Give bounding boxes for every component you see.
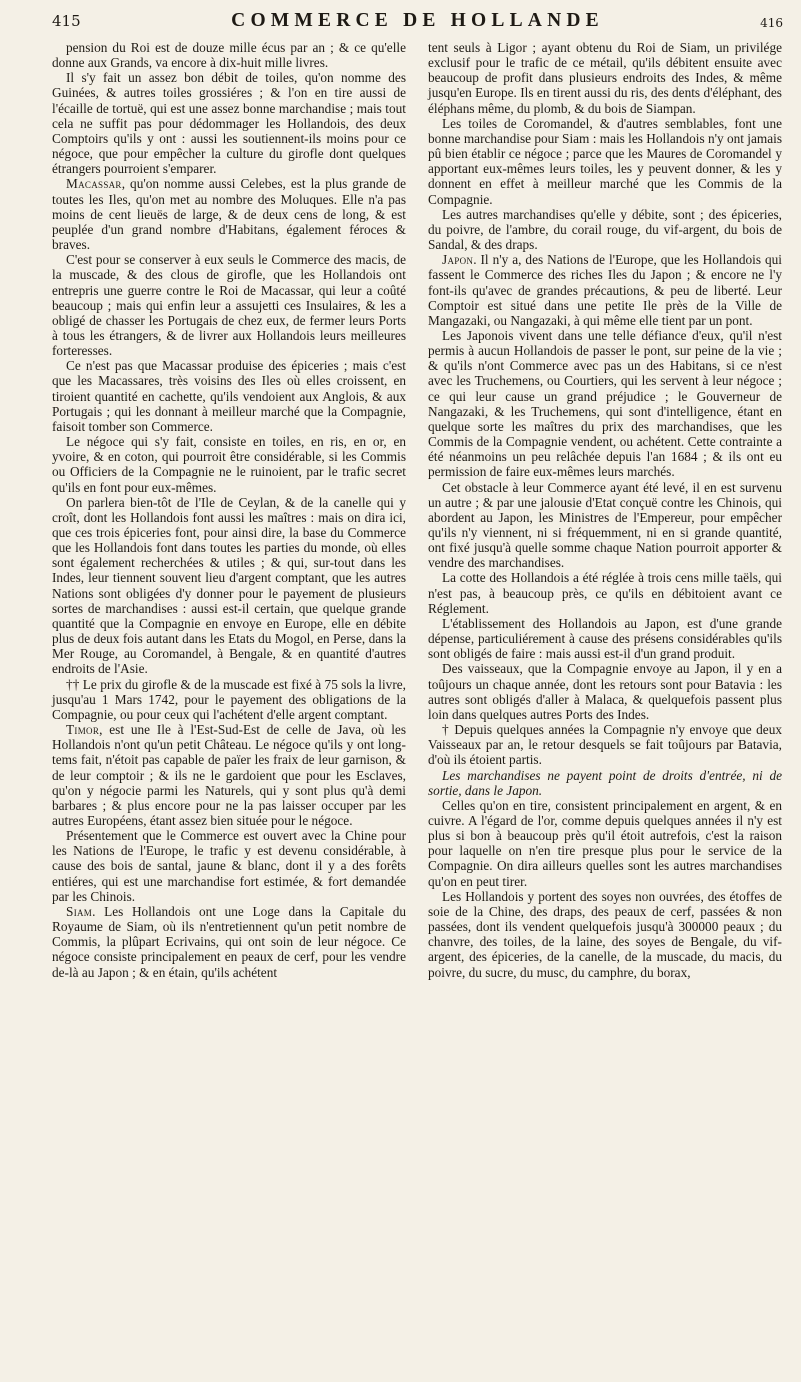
paragraph — [428, 40, 782, 116]
paragraph — [428, 328, 782, 480]
paragraph-text: La cotte des Hollandois a été réglée à trois cens mille taëls, qui n'est pas, à beaucoup près, ce qu'ils en débitoient avant ce Réglement. — [428, 570, 782, 616]
paragraph — [428, 768, 782, 798]
paragraph-text: . Il n'y a, des Nations de l'Europe, que les Hollandois qui fassent le Commerce des riches Iles du Japon ; & encore ne l'y font-ils qu'avec de grandes précautions, & peu de liberté. Leur Comptoir est situé dans une petite Ile près de la Ville de Mangazaki, ou Nangazaki, à qui même elle tient par un pont. — [428, 252, 782, 328]
paragraph-lead: Timor — [66, 722, 100, 738]
paragraph-text: Les marchandises ne payent point de droits d'entrée, ni de sortie, dans le Japon. — [428, 767, 782, 798]
running-header — [52, 10, 783, 36]
paragraph-text: Ce n'est pas que Macassar produise des épiceries ; mais c'est que les Macassares, très voisins des Iles où elles croissent, en tiroient quantité en cachette, qu'ils vendoient aux Anglois, & aux Portugais ; qui les donnant à meilleur marché que la Compagnie, faisoit tomber son Commerce. — [52, 358, 406, 434]
page-number-left: 415 — [52, 12, 81, 30]
paragraph-text: , qu'on nomme aussi Celebes, est la plus grande de toutes les Iles, qu'on met au nombre des Moluques. Elle n'a pas moins de cent lieuës de large, & de deux cens de long, & est peuplée d'un grand nombre d'Habitans, également féroces & braves. — [52, 176, 406, 253]
paragraph — [52, 434, 406, 495]
paragraph — [52, 677, 406, 722]
paragraph-text: , est une Ile à l'Est-Sud-Est de celle de Java, où les Hollandois n'ont qu'un petit Château. Le négoce qu'ils y ont long-tems fait, n'étoit pas capable de païer les fraix de leur garnison, & de leur comptoir ; & ils ne le gardoient que pour les Esclaves, qu'on y négocie parmi les Naturels, qui y sont plus qu'à demi barbares ; & plus encore pour ne la pas laisser occuper par les autres Européens, étant assez bien située pour le négoce. — [52, 722, 406, 828]
paragraph-text: Présentement que le Commerce est ouvert avec la Chine pour les Nations de l'Europe, le trafic y est devenu considérable, à cause des bois de santal, jaune & blanc, dont il y a des forêts entiéres, qui est une marchandise fort estimée, & fort demandée par les Chinois. — [52, 828, 406, 904]
paragraph — [428, 889, 782, 980]
paragraph — [428, 480, 782, 571]
paragraph-text: Celles qu'on en tire, consistent principalement en argent, & en cuivre. A l'égard de l'or, comme depuis quelques années il n'y est plus si bon à beaucoup près qu'il étoit autrefois, c'est la raison pour laquelle on n'en tire presque plus pour le service de la Compagnie. On dira ailleurs quelles sont les autres marchandises qu'on en peut tirer. — [428, 797, 782, 889]
paragraph-text: †† Le prix du girofle & de la muscade est fixé à 75 sols la livre, jusqu'au 1 Mars 1742, pour le payement des obligations de la Compagnie, ou pour ceux qui l'achétent d'elle argent comptant. — [52, 676, 406, 722]
paragraph-lead: Siam — [66, 903, 93, 919]
paragraph-text: tent seuls à Ligor ; ayant obtenu du Roi de Siam, un privilége exclusif pour le trafic de ce métail, qu'ils débitent ensuite avec beaucoup de profit dans plusieurs endroits des Indes, & même jusqu'en Europe. Ils en tirent aussi du ris, des dents d'éléphant, des éléphans même, du plomb, & du bois de Siampan. — [428, 40, 782, 116]
paragraph-text: Les Hollandois y portent des soyes non ouvrées, des étoffes de soie de la Chine, des draps, des peaux de cerf, passées & non passées, dont ils vendent quelquefois jusqu'à 300000 peaux ; du chanvre, des toiles, de la laine, des soyes de Bengale, du vif-argent, des épiceries, de la canelle, de la muscade, du macis, du poivre, du sucre, du musc, du camphre, du borax, — [428, 888, 782, 980]
paragraph-text: † Depuis quelques années la Compagnie n'y envoye que deux Vaisseaux par an, le retour desquels se fait toûjours par Batavia, d'où ils étoient partis. — [428, 722, 782, 768]
paragraph — [52, 252, 406, 358]
paragraph — [52, 70, 406, 176]
paragraph-text: Il s'y fait un assez bon débit de toiles, qu'on nomme des Guinées, & autres toiles grossiéres ; & l'on en tire aussi de l'écaille de tortuë, qui est une assez bonne marchandise ; mais tout cela ne suffit pas pour dédommager les Hollandois, des deux Comptoirs qu'ils y ont : aussi les soutiennent-ils moins pour ce négoce, que pour empêcher la culture du girofle dont quelques étrangers pourroient s'emparer. — [52, 70, 406, 177]
paragraph-text: Des vaisseaux, que la Compagnie envoye au Japon, il y en a toûjours un chaque année, dont les retours sont pour Batavia : les autres sont obligés d'aller à Malaca, & quelquefois passent plus loin dans quelques autres Ports des Indes. — [428, 661, 782, 722]
paragraph — [428, 661, 782, 722]
paragraph — [52, 358, 406, 434]
paragraph-lead: Japon — [442, 252, 474, 268]
paragraph — [52, 40, 406, 70]
paragraph — [52, 828, 406, 904]
text-columns — [52, 40, 783, 980]
running-title: COMMERCE DE HOLLANDE — [231, 10, 604, 31]
paragraph — [428, 252, 782, 328]
paragraph-lead: Macassar — [66, 176, 122, 192]
left-column — [52, 40, 406, 980]
paragraph-text: Le négoce qui s'y fait, consiste en toiles, en ris, en or, en yvoire, & en coton, qui pourroit être considérable, si les Commis ou Officiers de la Compagnie ne le ruinoient, par le trafic secret qu'ils en font pour eux-mêmes. — [52, 434, 406, 495]
paragraph — [428, 616, 782, 661]
paragraph — [428, 116, 782, 207]
paragraph — [52, 722, 406, 828]
paragraph-text: Les toiles de Coromandel, & d'autres semblables, font une bonne marchandise pour Siam : mais les Hollandois n'y ont jamais pû bien établir ce négoce ; parce que les Maures de Coromandel y apportant eux-mêmes leurs toiles, les y peuvent donner, & les y donnent en effet à meilleur marché que les Commis de la Compagnie. — [428, 115, 782, 207]
paragraph-text: Cet obstacle à leur Commerce ayant été levé, il en est survenu un autre ; & par une jalousie d'Etat conçuë contre les Chinois, qui abordent au Japon, les Ministres de l'Empereur, pour empêcher qu'ils n'y viennent, ni si fréquemment, ni en si grande quantité, ont fixé jusqu'à quelle somme chaque Nation pourroit apporter & vendre des marchandises. — [428, 479, 782, 571]
paragraph-text: . Les Hollandois ont une Loge dans la Capitale du Royaume de Siam, où ils n'entretiennent qu'un petit nombre de Commis, la plûpart Ecrivains, qui ont soin de leur négoce. Ce négoce consiste principalement en peaux de cerf, pour les vendre de-là au Japon ; & en étain, qu'ils achétent — [52, 903, 406, 980]
paragraph-text: On parlera bien-tôt de l'Ile de Ceylan, & de la canelle qui y croît, dont les Hollandois font aussi les maîtres : mais on dira ici, que ces trois épiceries font, pour ainsi dire, la base du Commerce que les Hollandois font dans toutes les parties du monde, où elles sont également recherchées & utiles ; & qui, sur-tout dans les Indes, leur tiennent souvent lieu d'argent comptant, que les autres Nations sont obligées d'y donner pour le payement de plusieurs sortes de marchandises : aussi est-il certain, que quelque grande quantité que la Compagnie en envoye en Europe, elle en débite plus de deux fois autant dans les Etats du Mogol, en Perse, dans la Mer Rouge, au Coromandel, à Bengale, & en quantité d'autres endroits de l'Asie. — [52, 494, 406, 677]
paragraph — [428, 798, 782, 889]
paragraph-text: Les Japonois vivent dans une telle défiance d'eux, qu'il n'est permis à aucun Hollandois de passer le pont, sur peine de la vie ; & qu'ils n'ont Commerce avec pas un des Habitans, si ce n'est avec les Truchemens, ou Courtiers, qui les servent à leur négoce ; ce qui leur cause un grand préjudice ; le Gouverneur de Nangazaki, & les Truchemens, qui sont d'intelligence, étant en quelque sorte les maîtres du prix des marchandises, que les Commis de la Compagnie vendent, ou achétent. Cette contrainte a été néanmoins un peu relâchée depuis l'an 1684 ; & ils ont eu permission de faire eux-mêmes leurs marchés. — [428, 327, 782, 480]
paragraph-text: L'établissement des Hollandois au Japon, est d'une grande dépense, particuliérement à cause des présens considérables qu'ils sont obligés de faire : mais aussi est-il d'un grand produit. — [428, 615, 782, 662]
paragraph — [52, 176, 406, 252]
paragraph-text: C'est pour se conserver à eux seuls le Commerce des macis, de la muscade, & des clous de girofle, que les Hollandois ont entrepris une guerre contre le Roi de Macassar, qui leur a coûté beaucoup ; mais qui enfin leur a assujetti ces Insulaires, & les a obligé de chasser les Portugais de chez eux, de fermer leurs Ports à tous les étrangers, & de livrer aux Hollandois leurs meilleures forteresses. — [52, 252, 406, 359]
paragraph — [428, 570, 782, 615]
paragraph — [428, 207, 782, 252]
paragraph — [52, 495, 406, 677]
paragraph — [52, 904, 406, 980]
page-number-right: 416 — [760, 16, 783, 30]
paragraph — [428, 722, 782, 767]
paragraph-text: pension du Roi est de douze mille écus par an ; & ce qu'elle donne aux Grands, va encore à dix-huit mille livres. — [52, 40, 406, 71]
paragraph-text: Les autres marchandises qu'elle y débite, sont ; des épiceries, du poivre, de l'ambre, du corail rouge, du vif-argent, du bois de Sandal, & des draps. — [428, 206, 782, 253]
right-column — [428, 40, 782, 980]
